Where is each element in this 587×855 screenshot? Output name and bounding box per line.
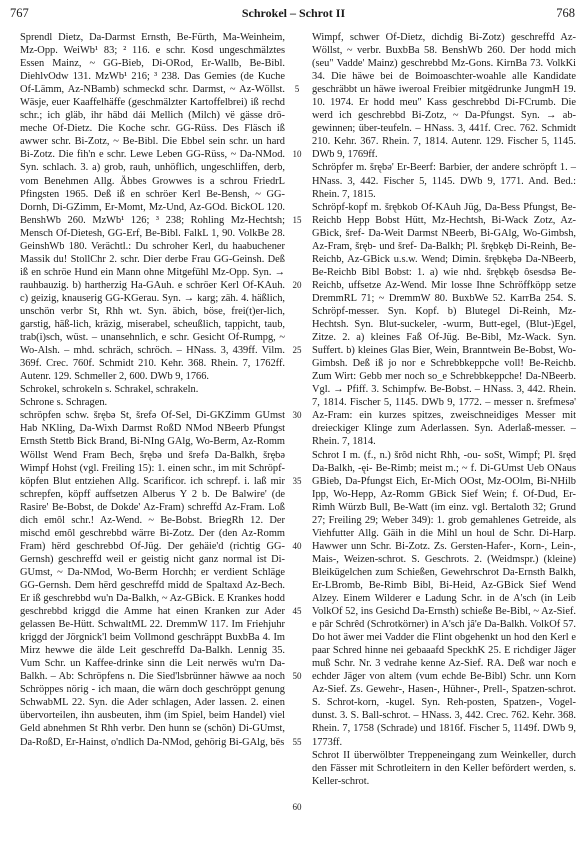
page-number-right: 768 xyxy=(556,6,575,20)
entry-schrot-ii: Schrot II überwölbter Treppeneingang zum Weinkeller, durch den Fässer mit Schrotleitern in den Keller befördert werden, s. Keller-schrot. xyxy=(312,749,576,787)
running-title: Schrokel – Schrot II xyxy=(241,6,346,20)
line-number: 5 xyxy=(294,84,300,95)
entry-schroh-end: Sprendl Dietz, Da-Darmst Ernsth, Be-Fürth, Ma-Weinheim, Mz-Opp. WeiWb¹ 83; ² 116. e schr. Kosd ungeschmälztes Essen Mainz, ~ GG-Bieb, Di-ORod, Er-Wallb, Be-Bibl. DiehlvOdw 131. MzWb¹ 216; ³ 238. Das Gemies (de Kuche Of-Lämm, Az-NBamb) schmeckd schr. Darmst, ~ Az-Wöllst. Wäsje, euer Kaaffelhäffe (geschmälzter Kartoffelbrei) iß rechd schr.; ich gläb, ihr häbd dái Mellich (Milch) vë gässe drö-meche Of-Dietz. Die Koche schr. GG-Rüss. Des Fläsch iß awwer schr. Bi-Zotz, ~ Be-Bibl. Die Ebbel sein schr. un hard Bi-Zotz. Die fih'n e schr. Lewe Leben GG-Rüss, ~ Da-NMod. Syn. schlach. 3. a) grob, rauh, unhöflich, ungeschliffen, derb, vom Benehmen Allg. Äbbes Growwes is a schrou FriedrL Pfingsten 1965. Deß iß en schröer Kerl Be-Bensh, ~ GG-Dornh, Di-GZimm, Er-Momt, Mz-Und, Az-GOd. BickOL 120. BenshWb 260. MzWb¹ 126; ³ 238; Rohling Mz-Hechtsh; Mensch Of-Dietesh, GG-Erf, Be-Bibl. FalkL 1, 90. VolkBe 28. GeinshWb 180. Verächtl.: Du schroher Kerl, du haabuchener Massik du! StollChr 2. schr. Dier derbe Frau GG-Geinsh. Deß iß en schröe Hund ein Mann ohne Mitgefühl Mz-Opp. Syn. → rauhbauzig. b) hartherzig Ha-GAuh. e schröer Kerl Of-KAuh. c) geizig, knauserig GG-KGerau. Syn. → karg; zäh. 4. häßlich, unschön verbr St, Rhh wt. Syn. äbich, böse, frei(t)er-lich, garstig, häß-lich, kräzig, miserabel, scheußlich, tappicht, taub, trab(i)sch, wüst. – unansehnlich, e schr. Gesicht Of-Rumpg, ~ Wo-Alsh. – mhd. schräch, schröch. – HNass. 3, 439ff. Vilm. 369f. Crec. 760f. Schmidt 210. Kehr. 368. Rhein. 7, 1762ff. Autenr. 129. Schmeller 2, 600. DWb 9, 1766. xyxy=(20,32,285,383)
right-column xyxy=(312,31,576,788)
line-number: 25 xyxy=(292,345,302,356)
entry-schroepfer: Schröpfer m. šrębə' Er-Beerf: Barbier, der andere schröpft 1. – HNass. 3, 442. Fischer 5, 1145. DWb 9, 1771. And. Bed.: Rhein. 7, 1815. xyxy=(312,162,576,200)
line-number: 30 xyxy=(292,410,302,421)
line-number: 40 xyxy=(292,540,302,551)
entry-schroepf-kopf: Schröpf-kopf m. šrębkob Of-KAuh Jüg, Da-Bess Pfungst, Be-Reichb Hepp Bobst Hütt, Mz-Hechtsh, Bi-Wack Zotz, Az-GBick, šref- Da-Weit Darmst NBeerb, Bi-GAlg, Wo-Gimbsh, Az-Fram, šręb- und šref- Da-Balkh; Pl. šrębkęb Di-Reinh, Be-Reichb, Az-GBick u.s.w. Wend; Dimin. šrębkębə Da-NBeerb, Be-Reichb Bibl Bobst: 1. a) wie nhd. šrębkęb ôsesdsə Be-Reichb, uffsetze Az-Wend. Mir losse Ihne Schröffköpp setze DremmRL 71; ~ DremmW 80. BuxbWe 52. KarrBa 254. S. Schröpf-messer. Syn. Kopf. b) Blutegel Di-Reinh, Mz-Hechtsh. Syn. Blut-suckeler, -wurm, Butt-egel, (Blut-)Egel, Zitze. 2. a) kleines Faß Of-Jüg. Be-Bibl, Mz-Wack. Syn. Suffert. b) kleines Glas Bier, Wein, Branntwein Be-Bobst, Wo-Gimbsh. Deß iß jo nor e Schrebbkeppche voll! Be-Reichb. Zum Wirt: Gebb mer noch so_e Schrebbkeppche! Da-NBeerb. Vgl. → Pfiff. 3. Schimpfw. Be-Bobst. – HNass. 3, 442. Rhein. 7, 1814. Fischer 5, 1145. DWb 9, 1772. – messer n. šrefmesə' Az-Fram: ein kurzes spitzes, zweischneidiges Messer mit dreieckiger Klinge zum Aderlassen. Syn. Aderlaß-messer. – Rhein. 7, 1814. xyxy=(312,201,576,448)
entry-schrot-i: Schrot I m. (f., n.) šrôd nicht Rhh, -ou- soSt, Wimpf; Pl. šręd Da-Balkh, -ęi- Be-Rimb; meist m.; ~ f. Di-GUmst Ueb ONaus GBieb, Da-Pfungst Eich, Er-Mich OOst, Mz-OOlm, Bi-NHilb Ipp, Wo-Hepp, Az-Romm GBick Sief Wein; f. Of-Dud, Er-Rimh Würzb Bull, Be-Watt (im einz. vgl. Bertaloth 32; Grund 27; Freiling 29; Weber 349): 1. grob gemahlenes Getreide, als Viehfutter Allg. Gäih in die Mihl un houl de Schr. Di-Harp. Hawwer unn Schr. Bi-Zotz. Zs. Gersten-Hafer-, Korn-, Lein-, Mais-, Weizen-schrot. S. Geschrots. 2. (Weidmspr.) (kleine) Bleikügelchen zum Schießen, Gewehrschrot Da-Ernsth Balkh, Er-LBromb, Be-Rimb Bibl, Bi-Heid, Az-GBick Sief Wend Alzey. Einem Wilderer e Ladung Schr. in de A'sch (in Leib VolkOf 52, ins Gesichd Da-Ernsth) schieße Be-Bibl, ~ Az-Sief. e pâr Schrêd (Schrotkörner) in A'sch jâ'e Da-Balkh. VolkOf 57. Do hot äwer mei Vadder die Flint obgehenkt un hod den Kerl e paar Schred hinne nei gebaaafd SpeckhK 25. E richdiger Jäger muß Schr. Nr. 3 vedrahe kenne Az-Sief. RA. Deß war noch e echder Jäger von altem (vum echde Be-Bibl) Schr. unn Korn Az-Sief. Zs. Gewehr-, Hasen-, Hühner-, Prell-, Spatzen-schrot. S. Schrot-korn, -kugel. Syn. Reh-posten, Spatzen-, Vogel-dunst. 3. S. Ball-schrot. – HNass. 3, 442. Crec. 762. Kehr. 368. Rhein. 7, 1758 (Schrade) und 1816f. Fischer 5, 1149f. DWb 9, 1773ff. xyxy=(312,449,576,748)
line-number: 55 xyxy=(292,736,302,747)
line-number: 35 xyxy=(292,475,302,486)
line-number: 45 xyxy=(292,606,302,617)
line-number: 60 xyxy=(292,801,302,812)
entry-schrokel: Schrokel, schrokeln s. Schrakel, schrakeln. xyxy=(20,384,199,396)
entry-schrone: Schrone s. Schragen. xyxy=(20,397,108,409)
line-number: 15 xyxy=(292,214,302,225)
left-column xyxy=(20,31,285,749)
entry-schroepfen: schröpfen schw. šrębə St, šrefə Of-Sel, Di-GKZimm GUmst Hab NKling, Da-Wixh Darmst RoßD NMod NBeerb Pfungst Ernsth Stettb Bick Brand, Bi-NIng GAlg, Wo-Berm, Az-Romm Wöllst Wend Fram Bech, šrębə und šrefə Da-Balkh, šrębə Wimpf Hohst (vgl. Freiling 15): 1. einen schr., im mit Schröpf-köpfen Blut entziehen Allg. Scarificor. ich schrepf. i. laß mir schrepfen, köpff auffsetzen Alberus Y 2 b. De Balwire' (de Rasire' Be-Bobst, de Dokde' Az-Fram) schreffd Az-Fram. Loß dich emôl schr.! Az-Wend. ~ Be-Bobst. BriegRh 12. Der mischd emôl geschrebbd wärre Bi-Zotz. Der (den Az-Romm Fram) hërd geschrebbd Of-Jüg. Der gehäie'd (richtig GG-Gernsh) geschreffd weil er geistig nicht ganz normal ist Di-GUmst, ~ Da-NMod, Wo-Berm Horchh; er verdient Schläge GG-Gernsh. Dem hërd geschreffd midd de Spaltaxd Az-Bech. Er iß geschrebbd wu'n Da-Balkh, ~ Az-GBick. E Krankes hodd geschrebbd kriggd die Amme hat einen Kranken zur Ader gelassen Be-Hütt. SchwaltML 22. DremmW 117. Im Friehjuhr kriggd der Jörgnick'l beim Vollmond geschräppt BuxbBa 4. Im Mirz hewwe die älde Leit geschreffd Da-Balkh. Lennig 35. Vum Schr. un Kaffee-drinke sinn die Leit nerwës wu'rn Da-Balkh. – Ab: Schröpfens n. Die Sied'lsbrünner häwwe aa noch Schröppes nörig - ich maan, die wärn doch geschröppt genung SchwabML 22. Syn. die Ader schlagen, Ader lassen. 2. einen übervorteilen, ihn ausbeuten, ihm (im Spiel, beim Handel) viel Geld abnehmen St Rhh verbr. Den hunn se (schön) Di-GUmst, Da-RoßD, Er-Hainst, o'ndlich Da-NMod, gehörig Bi-GAlg, bës xyxy=(20,410,285,748)
entry-schroepfen-cont: Wimpf, schwer Of-Dietz, dichdig Bi-Zotz) geschreffd Az-Wöllst, ~ verbr. BuxbBa 58. BenshWb 260. Der hodd mich (seu" Vadde' Mainz) geschrebbd Mz-Gons. KirnBa 73. VolkKi 34. Die häwe bei de Boimoaschter-woahle alle Kandidate geschräbbt un häwe iweroal Freibier mitgëdrunke JungmH 19. 10. 1974. Er hodd meu" Kass geschrebbd Di-FCrumb. Die werd ich geschrebbd Bi-Zotz, ~ Da-Pfungst. Syn. → ab-gewinnen; über-teufeln. – HNass. 3, 441f. Crec. 762. Schmidt 210. Kehr. 367. Rhein. 7, 1814. Autenr. 129. Fischer 5, 1145. DWb 9, 1769ff. xyxy=(312,32,576,161)
page-number-left: 767 xyxy=(10,6,29,20)
line-number: 50 xyxy=(292,671,302,682)
line-number: 20 xyxy=(292,279,302,290)
line-number: 10 xyxy=(292,149,302,160)
